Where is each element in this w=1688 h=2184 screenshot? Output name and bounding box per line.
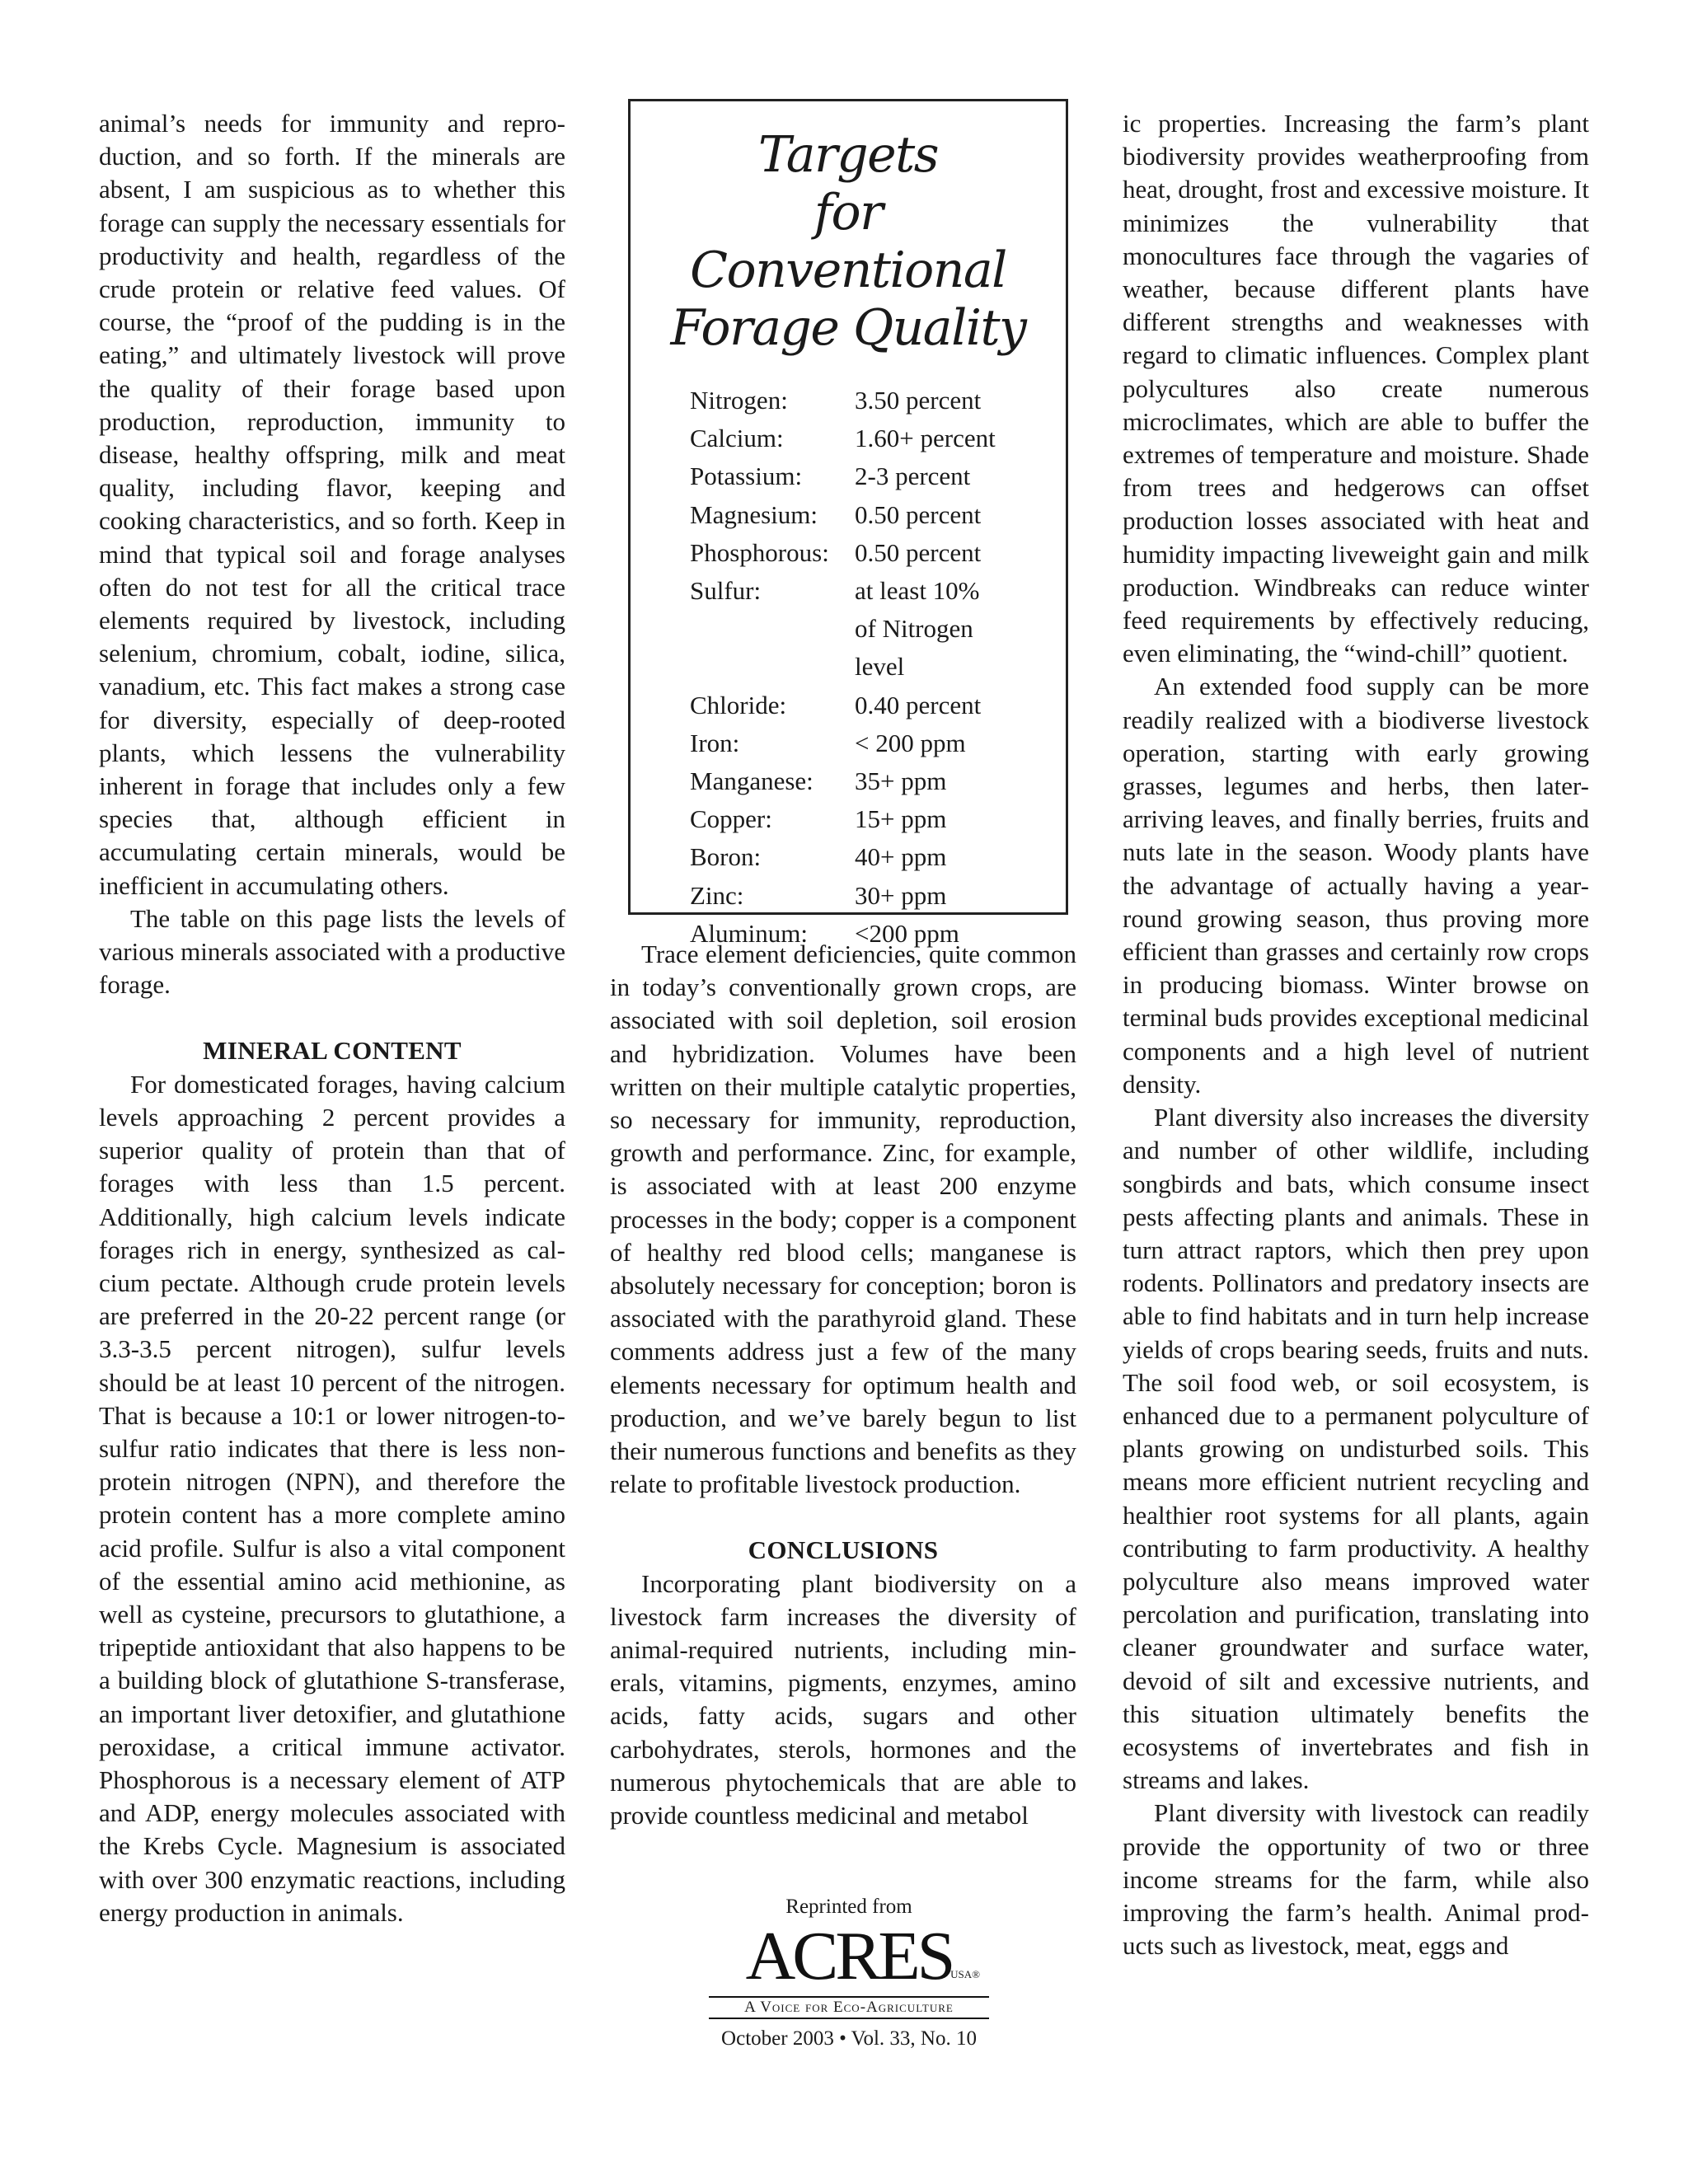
targets-row [690, 534, 1029, 572]
targets-row [690, 648, 1029, 686]
mineral-value: <200 ppm [855, 918, 959, 948]
mineral-name: Boron: [690, 842, 762, 872]
mineral-name [690, 610, 855, 648]
targets-row [690, 572, 1029, 610]
mineral-value: 0.50 percent [855, 537, 982, 567]
mineral-name [690, 648, 855, 686]
body-paragraph: ic properties. Increasing the farm’s plant biodiversity provides weatherproofing from heat, drought, frost and excessive moisture. It minimizes the vulnerability that monocultures face through the vagaries of weather, because different plants have different strengths and weaknesses with regard to climatic influences. Complex plant polycultures also create numerous microclimates, which are able to buffer the extremes of temperature and moisture. Shade from trees and hedgerows can offset production losses associated with heat and humidity impacting liveweight gain and milk production. Windbreaks can reduce winter feed requirements by effectively reducing, even eliminating, the “wind-chill” quotient. [1123, 109, 1589, 668]
body-paragraph: Plant diversity with livestock can readily provide the opportunity of two or three income streams for the farm, while also improving the farm’s health. Animal products such as livestock, meat, eggs and [1123, 1798, 1589, 1961]
targets-row [690, 687, 1029, 724]
mineral-name: Manganese: [690, 766, 814, 796]
mineral-name: Chloride: [690, 690, 787, 719]
targets-row [690, 800, 1029, 838]
mineral-name: Nitrogen: [690, 386, 788, 415]
mineral-value: < 200 ppm [855, 728, 966, 757]
mineral-value: 3.50 percent [855, 386, 982, 415]
targets-box-title-line: Forage Quality [670, 299, 1026, 357]
mineral-value: 0.40 percent [855, 690, 982, 719]
targets-box-title-line: Targets [757, 126, 939, 184]
targets-row [690, 838, 1029, 876]
targets-row [690, 496, 1029, 534]
mineral-value: 40+ ppm [855, 842, 947, 872]
acres-usa-logo [713, 1918, 985, 1996]
mineral-value: 0.50 percent [855, 499, 982, 529]
mineral-value: level [855, 652, 905, 682]
targets-sidebar-box [628, 99, 1068, 948]
mineral-value: 35+ ppm [855, 766, 947, 796]
mineral-name: Phosphorous: [690, 537, 829, 567]
mineral-name: Aluminum: [690, 918, 808, 948]
targets-row [690, 457, 1029, 495]
body-paragraph: For domesticated forages, having calcium levels approaching 2 percent provides a superior quality of protein than that of forages with less than 1.5 percent. Additionally, high calcium levels indicate forages rich in energy, synthesized as calcium pectate. Although crude protein levels are preferred in the 20-22 percent range (or 3.3-3.5 percent nitrogen), sulfur levels should be at least 10 percent of the nitrogen. That is because a 10:1 or lower nitrogen-to-sulfur ratio indicates that there is less non-protein nitrogen (NPN), and therefore the protein content has a more complete amino acid profile. Sulfur is also a vital component of the essential amino acid methionine, as well as cysteine, precursors to glutathione, a tripeptide antioxidant that also happens to be a building block of glutathione S-transferase, an important liver detoxifier, and glutathione peroxidase, a critical immune activator. Phosphorous is a necessary element of ATP and ADP, energy molecules associated with the Krebs Cycle. Magnesium is associated with over 300 enzymatic reactions, including energy production in animals. [99, 1069, 565, 1927]
body-paragraph: The table on this page lists the levels of various minerals associated with a productive forage. [99, 903, 565, 1000]
mineral-value: at least 10% [855, 576, 980, 606]
mineral-value: of Nitrogen [855, 614, 973, 644]
section-heading-mineral-content: MINERAL CONTENT [203, 1036, 462, 1066]
mineral-name: Zinc: [690, 880, 744, 910]
mineral-value: 15+ ppm [855, 804, 947, 834]
right-column [1123, 107, 1589, 1962]
targets-box-title [667, 126, 1029, 357]
mineral-name: Potassium: [690, 462, 803, 491]
mineral-value: 1.60+ percent [855, 424, 996, 453]
targets-table [690, 382, 1029, 953]
acres-tagline: A Voice for Eco-Agriculture [709, 1996, 989, 2019]
targets-row [690, 610, 1029, 648]
mineral-name: Calcium: [690, 424, 784, 453]
acres-logo-wordmark: ACRES [745, 1918, 953, 1994]
reprint-label: Reprinted from [785, 1896, 912, 1918]
body-paragraph: Trace element deficiencies, quite common in today’s conventionally grown crops, are associated with soil depletion, soil erosion and hybridization. Volumes have been written on their multiple catalytic properties, so necessary for immunity, reproduction, growth and performance. Zinc, for example, is associated with at least 200 enzyme processes in the body; copper is a component of healthy red blood cells; manganese is absolutely necessary for conception; boron is associated with the parathyroid gland. These comments address just a few of the many elements necessary for optimum health and production, and we’ve barely begun to list their numerous functions and benefits as they relate to profitable livestock production. [610, 940, 1076, 1499]
left-column [99, 107, 565, 1929]
targets-row [690, 762, 1029, 800]
body-paragraph: animal’s needs for immunity and reproduction, and so forth. If the minerals are absent, I am suspicious as to whether this forage can supply the necessary essentials for productivity and health, regardless of the crude protein or relative feed values. Of course, the “proof of the pudding is in the eating,” and ultimately livestock will prove the quality of their forage based upon production, reproduction, immunity to disease, healthy offspring, milk and meat quality, including flavor, keeping and cooking characteristics, and so forth. Keep in mind that typical soil and forage analyses often do not test for all the critical trace elements required by livestock, including selenium, chromium, cobalt, iodine, silica, vanadium, etc. This fact makes a strong case for diversity, especially of deep-rooted plants, which lessens the vulnerability inherent in forage that includes only a few species that, although efficient in accumulating certain minerals, would be inefficient in accumulating others. [99, 109, 565, 900]
section-heading-conclusions: CONCLUSIONS [748, 1535, 939, 1565]
middle-column [610, 938, 1076, 1832]
targets-row [690, 877, 1029, 915]
mineral-value: 30+ ppm [855, 880, 947, 910]
body-paragraph: Plant diversity also increases the diversity and number of other wildlife, including songbirds and bats, which consume insect pests affecting plants and animals. These in turn attract raptors, which then prey upon rodents. Pollinators and predatory insects are able to find habitats and in turn help increase yields of crops bearing seeds, fruits and nuts. The soil food web, or soil ecosystem, is enhanced due to a permanent polyculture of plants growing on undisturbed soils. This means more efficient nutrient recycling and healthier root systems for all plants, again contributing to farm productivity. A healthy polyculture also means improved water percolation and purification, translating into cleaner groundwater and surface water, devoid of silt and excessive nutrients, and this situation ultimately benefits the ecosystems of invertebrates and fish in streams and lakes. [1123, 1103, 1589, 1795]
body-paragraph: An extended food supply can be more readily realized with a biodiverse livestock operation, starting with early growing grasses, legumes and herbs, then later-arriving leaves, and finally berries, fruits and nuts late in the season. Woody plants have the advantage of actually having a year-round growing season, thus proving more efficient than grasses and certainly row crops in producing biomass. Winter browse on terminal buds provides exceptional medicinal components and a high level of nutrient density. [1123, 672, 1589, 1099]
targets-row [690, 724, 1029, 762]
targets-row [690, 382, 1029, 419]
mineral-value: 2-3 percent [855, 462, 971, 491]
acres-logo-usa: USA® [950, 1968, 980, 1980]
issue-info: October 2003 • Vol. 33, No. 10 [721, 2027, 977, 2050]
mineral-name: Sulfur: [690, 576, 762, 606]
mineral-name: Magnesium: [690, 499, 818, 529]
body-paragraph: Incorporating plant biodiversity on a livestock farm increases the diversity of animal-required nutrients, including minerals, vitamins, pigments, enzymes, amino acids, fatty acids, sugars and other carbohydrates, sterols, hormones and the numerous phytochemicals that are able to provide countless medicinal and metabol [610, 1568, 1076, 1830]
targets-row [690, 419, 1029, 457]
targets-box-title-line: for Conventional [690, 184, 1006, 299]
mineral-name: Iron: [690, 728, 740, 757]
reprint-credit [692, 1896, 1006, 2050]
mineral-name: Copper: [690, 804, 772, 834]
